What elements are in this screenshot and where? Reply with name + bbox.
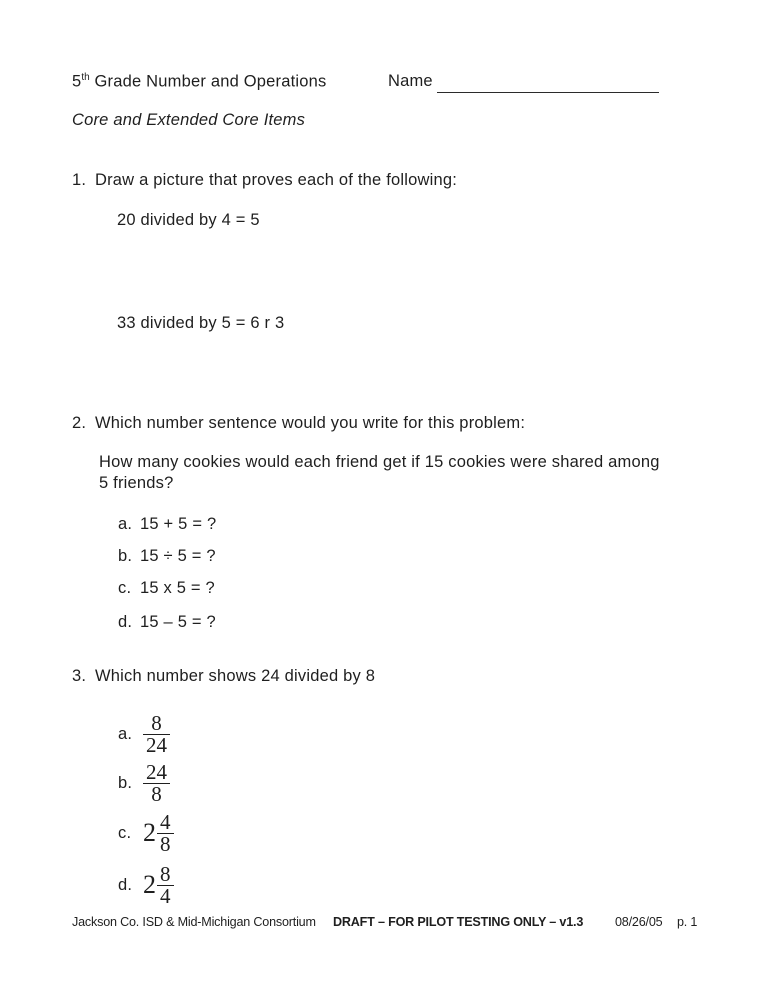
q2-option-b (118, 547, 216, 566)
fraction-numerator: 8 (160, 861, 171, 886)
title-grade-number: 5 (72, 72, 82, 91)
title-text: Grade Number and Operations (89, 72, 327, 91)
q3-option-c-whole-number: 2 (143, 818, 156, 847)
subtitle: Core and Extended Core Items (72, 111, 306, 129)
question-2 (72, 414, 525, 433)
fraction-denominator: 8 (157, 833, 174, 855)
name-label: Name (388, 72, 433, 90)
q3-option-d-whole-number: 2 (143, 870, 156, 899)
footer-draft-notice: DRAFT – FOR PILOT TESTING ONLY – v1.3 (333, 915, 584, 929)
q3-option-c (118, 811, 174, 855)
fraction-denominator: 24 (143, 734, 170, 756)
q3-option-d-letter: d. (118, 875, 133, 894)
q2-text: Which number sentence would you write for this problem: (95, 414, 526, 432)
q1-number: 1. (72, 171, 87, 189)
fraction-numerator: 8 (151, 710, 162, 735)
q2-option-d-text: 15 – 5 = ? (140, 613, 216, 631)
q2-option-a-letter: a. (118, 515, 133, 533)
q3-option-d-fraction (157, 861, 174, 908)
fraction-numerator: 4 (160, 809, 171, 834)
q1-text: Draw a picture that proves each of the following: (95, 171, 457, 189)
q2-option-a (118, 515, 216, 534)
footer-page-number: p. 1 (677, 915, 698, 929)
q2-option-d (118, 613, 216, 632)
name-blank-line (437, 92, 659, 93)
q2-prompt-line-1: How many cookies would each friend get if 15 cookies were shared among (99, 453, 660, 471)
fraction-denominator: 4 (157, 885, 174, 907)
q2-option-c-letter: c. (118, 579, 132, 597)
footer-org: Jackson Co. ISD & Mid-Michigan Consortium (72, 915, 316, 929)
q3-option-b-letter: b. (118, 773, 133, 792)
q2-number: 2. (72, 414, 87, 432)
q2-option-b-text: 15 ÷ 5 = ? (140, 547, 216, 565)
q3-option-a-fraction (143, 710, 170, 757)
q3-option-a (118, 712, 170, 756)
q2-prompt (99, 452, 660, 494)
q1-item-1: 20 divided by 4 = 5 (117, 211, 260, 229)
q2-option-d-letter: d. (118, 613, 133, 631)
q2-prompt-line-2: 5 friends? (99, 474, 174, 492)
q3-number: 3. (72, 667, 87, 685)
q3-option-b (118, 761, 170, 805)
q3-option-d (118, 863, 174, 907)
q3-option-a-letter: a. (118, 724, 133, 743)
q3-option-c-letter: c. (118, 823, 132, 842)
worksheet-title (72, 72, 326, 92)
fraction-numerator: 24 (146, 759, 167, 784)
q1-item-2: 33 divided by 5 = 6 r 3 (117, 314, 285, 332)
question-1 (72, 171, 457, 190)
q3-option-c-fraction (157, 809, 174, 856)
q3-option-b-fraction (143, 759, 170, 806)
footer-date: 08/26/05 (615, 915, 663, 929)
q2-option-c (118, 579, 215, 598)
q3-text: Which number shows 24 divided by 8 (95, 667, 376, 685)
q2-option-a-text: 15 + 5 = ? (140, 515, 217, 533)
title-superscript: th (81, 72, 90, 83)
q2-option-b-letter: b. (118, 547, 133, 565)
fraction-denominator: 8 (143, 783, 170, 805)
question-3 (72, 667, 375, 686)
q2-option-c-text: 15 x 5 = ? (140, 579, 215, 597)
